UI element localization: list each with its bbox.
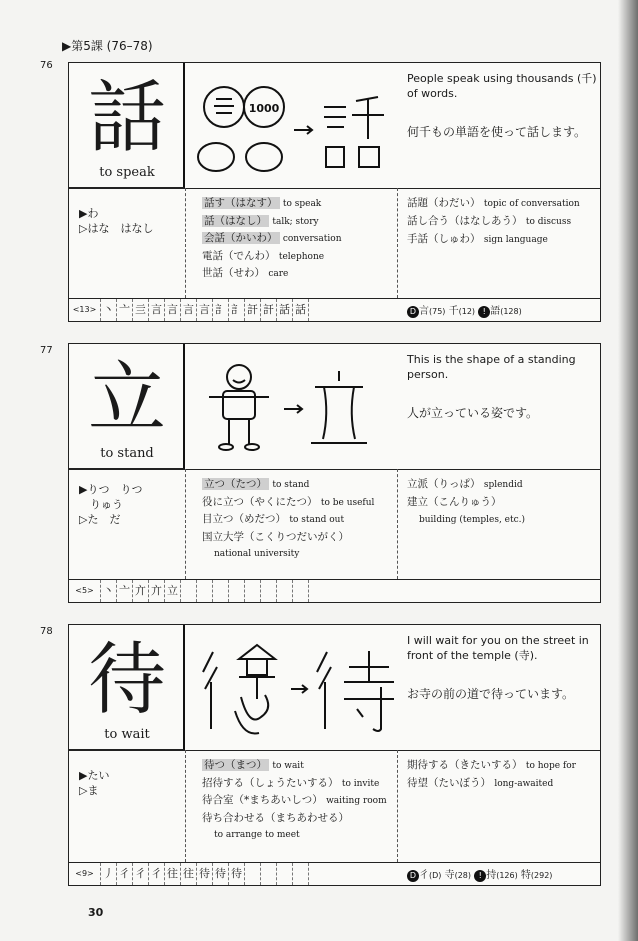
readings [79, 482, 142, 527]
page-edge-shadow [618, 0, 638, 941]
vocab-item [407, 757, 576, 775]
reading-on: りゅう [79, 498, 123, 511]
divider [69, 188, 600, 189]
vocab-en: national university [214, 549, 300, 559]
readings [79, 206, 153, 236]
vocab-item [202, 494, 374, 512]
stroke-step: 訁 [213, 299, 229, 321]
stroke-step: 亠 [117, 299, 133, 321]
stroke-step: 話 [293, 299, 309, 321]
vocab-en: to discuss [525, 217, 572, 227]
vocab-item [202, 529, 374, 546]
mnemonic-illustration [194, 75, 394, 180]
illustration-label: 1000 [248, 102, 280, 115]
vocab-jp: 待ち合わせる（まちあわせる） [202, 811, 349, 824]
vocab-item [202, 757, 387, 775]
vocab-en: conversation [282, 234, 342, 244]
vocab-item [407, 476, 525, 494]
stroke-order-row [69, 863, 600, 885]
stroke-order-row [69, 580, 600, 602]
description-en: This is the shape of a standing person. [407, 353, 576, 381]
stroke-step: 言 [181, 299, 197, 321]
vocab-item [407, 775, 576, 793]
kanji-character: 立 [87, 354, 166, 444]
vocab-en: waiting room [326, 796, 387, 806]
kanji-panel [69, 63, 185, 188]
vocab-item [202, 213, 342, 231]
vocab-en: to stand out [289, 515, 345, 525]
vocab-jp: 目立つ（めだつ） [202, 513, 286, 525]
vocabulary-list [202, 757, 387, 844]
extra-vocabulary [407, 476, 525, 529]
vocab-item [202, 230, 342, 248]
kanji-meaning: to speak [99, 165, 155, 180]
entry-number: 76 [40, 60, 53, 71]
stroke-step: 彳 [133, 863, 149, 885]
stroke-order-row [69, 299, 600, 321]
entry-number: 78 [40, 626, 53, 637]
stroke-step: 言 [149, 299, 165, 321]
stroke-step: 言 [197, 299, 213, 321]
vocab-jp: 建立（こんりゅう） [407, 496, 502, 508]
vocab-en: splendid [483, 480, 523, 490]
stroke-step: 立 [165, 580, 181, 602]
description-jp: お寺の前の道で待っています。 [407, 687, 575, 701]
vocab-en: to hope for [525, 761, 576, 771]
entry-number: 77 [40, 345, 53, 356]
readings [79, 768, 109, 798]
vocab-jp: 役に立つ（やくにたつ） [202, 495, 318, 508]
vocab-item [202, 775, 387, 793]
vocab-item [202, 826, 387, 844]
vocab-item [407, 213, 580, 231]
vocab-en: long-awaited [494, 779, 554, 789]
kanji-meaning: to stand [100, 446, 154, 461]
divider [69, 750, 600, 751]
vocab-en: telephone [278, 251, 325, 262]
vocabulary-list [202, 195, 342, 283]
mnemonic-illustration [199, 359, 399, 459]
lesson-header: ▶第5課 (76–78) [62, 39, 153, 53]
vocab-jp: 立つ（たつ） [204, 478, 267, 490]
vocab-item [407, 195, 580, 213]
vocab-en: to be useful [320, 497, 375, 508]
vocab-item [202, 545, 374, 563]
stroke-count: <13> [69, 299, 101, 321]
divider [185, 750, 186, 862]
kanji-panel [69, 344, 185, 469]
stroke-step: 待 [229, 863, 245, 885]
stroke-step: 亣 [149, 580, 165, 602]
reading-kun: ▷ま [79, 784, 99, 797]
stroke-step: 彳 [117, 863, 133, 885]
related-kanji-icon: ! [474, 870, 486, 882]
description-en: I will wait for you on the street in front of the temple (寺). [407, 634, 589, 662]
reading-on: ▶りつ りつ [79, 483, 143, 496]
kanji-panel [69, 625, 185, 750]
vocab-jp: 話す（はなす） [204, 197, 278, 209]
stroke-step: 亖 [133, 299, 149, 321]
vocab-en: sign language [483, 235, 548, 245]
vocab-jp: 立派（りっぱ） [407, 478, 481, 490]
vocab-en: care [268, 269, 289, 279]
vocab-jp: 話し合う（はなしあう） [407, 215, 523, 227]
vocab-jp: 期待する（きたいする） [407, 759, 523, 771]
radical-icon: D [407, 870, 419, 882]
stroke-count: <5> [69, 580, 101, 602]
divider [397, 188, 398, 298]
stroke-step: 訁 [229, 299, 245, 321]
divider [69, 469, 600, 470]
vocab-jp: 招待する（しょうたいする） [202, 776, 339, 789]
vocab-en: to arrange to meet [214, 830, 300, 840]
reading-kun: ▷はな はなし [79, 222, 154, 235]
stroke-step: 言 [165, 299, 181, 321]
vocab-item [407, 231, 580, 249]
divider [397, 750, 398, 862]
reading-kun: ▷た だ [79, 513, 121, 526]
kanji-character: 話 [87, 73, 166, 163]
vocab-item [407, 494, 525, 511]
vocab-item [202, 511, 374, 529]
vocab-item [407, 511, 525, 529]
stroke-step: 亠 [117, 580, 133, 602]
extra-vocabulary [407, 195, 580, 249]
kanji-references: D 彳(D) 寺(28) ! 持(126) 特(292) [407, 866, 552, 882]
related-kanji-icon: ! [478, 306, 490, 318]
vocab-en: building (temples, etc.) [419, 515, 526, 525]
stroke-step: 話 [277, 299, 293, 321]
vocab-item [202, 476, 374, 494]
stroke-count: <9> [69, 863, 101, 885]
stroke-step: 丿 [101, 863, 117, 885]
kanji-references: D 言(75) 千(12) ! 語(128) [407, 302, 522, 318]
vocab-jp: 待望（たいぼう） [407, 777, 491, 789]
divider [185, 188, 186, 298]
stroke-step: 訐 [261, 299, 277, 321]
stroke-step: 待 [197, 863, 213, 885]
stroke-step: 丶 [101, 580, 117, 602]
page-number: 30 [88, 906, 104, 919]
kanji-entry-77 [68, 343, 601, 603]
reading-on: ▶わ [79, 207, 99, 220]
divider [397, 469, 398, 579]
vocab-jp: 電話（でんわ） [202, 249, 276, 262]
vocab-item [202, 792, 387, 810]
vocab-en: to invite [341, 778, 380, 789]
radical-icon: D [407, 306, 419, 318]
vocab-jp: 話題（わだい） [407, 197, 481, 209]
vocab-jp: 世話（せわ） [202, 267, 265, 279]
stroke-step: 丶 [101, 299, 117, 321]
vocab-item [202, 265, 342, 283]
vocab-en: topic of conversation [483, 199, 580, 209]
stroke-step: 訐 [245, 299, 261, 321]
description-en: People speak using thousands (千) of words. [407, 72, 597, 100]
stroke-step: 往 [165, 863, 181, 885]
reading-on: ▶たい [79, 769, 110, 782]
vocab-jp: 会話（かいわ） [204, 232, 278, 244]
vocab-jp: 話（はなし） [204, 214, 267, 227]
vocab-jp: 待合室（*まちあいしつ） [202, 794, 323, 806]
stroke-step: 彳 [149, 863, 165, 885]
vocab-en: to speak [282, 199, 322, 209]
kanji-entry-76 [68, 62, 601, 322]
vocab-item [202, 810, 387, 827]
kanji-meaning: to wait [104, 727, 150, 742]
vocabulary-list [202, 476, 374, 563]
description-jp: 人が立っている姿です。 [407, 406, 539, 420]
vocab-en: to stand [272, 480, 310, 490]
vocab-jp: 国立大学（こくりつだいがく） [202, 530, 349, 543]
vocab-en: to wait [272, 761, 304, 771]
vocab-item [202, 195, 342, 213]
vocab-jp: 待つ（まつ） [204, 759, 267, 771]
stroke-step: 亣 [133, 580, 149, 602]
stroke-step: 待 [213, 863, 229, 885]
description-jp: 何千もの単語を使って話します。 [407, 125, 587, 139]
kanji-character: 待 [87, 635, 166, 725]
kanji-entry-78 [68, 624, 601, 886]
mnemonic-illustration [199, 637, 404, 742]
vocab-en: talk; story [272, 216, 319, 227]
stroke-step: 往 [181, 863, 197, 885]
vocab-jp: 手話（しゅわ） [407, 233, 481, 245]
extra-vocabulary [407, 757, 576, 793]
divider [185, 469, 186, 579]
vocab-item [202, 248, 342, 266]
